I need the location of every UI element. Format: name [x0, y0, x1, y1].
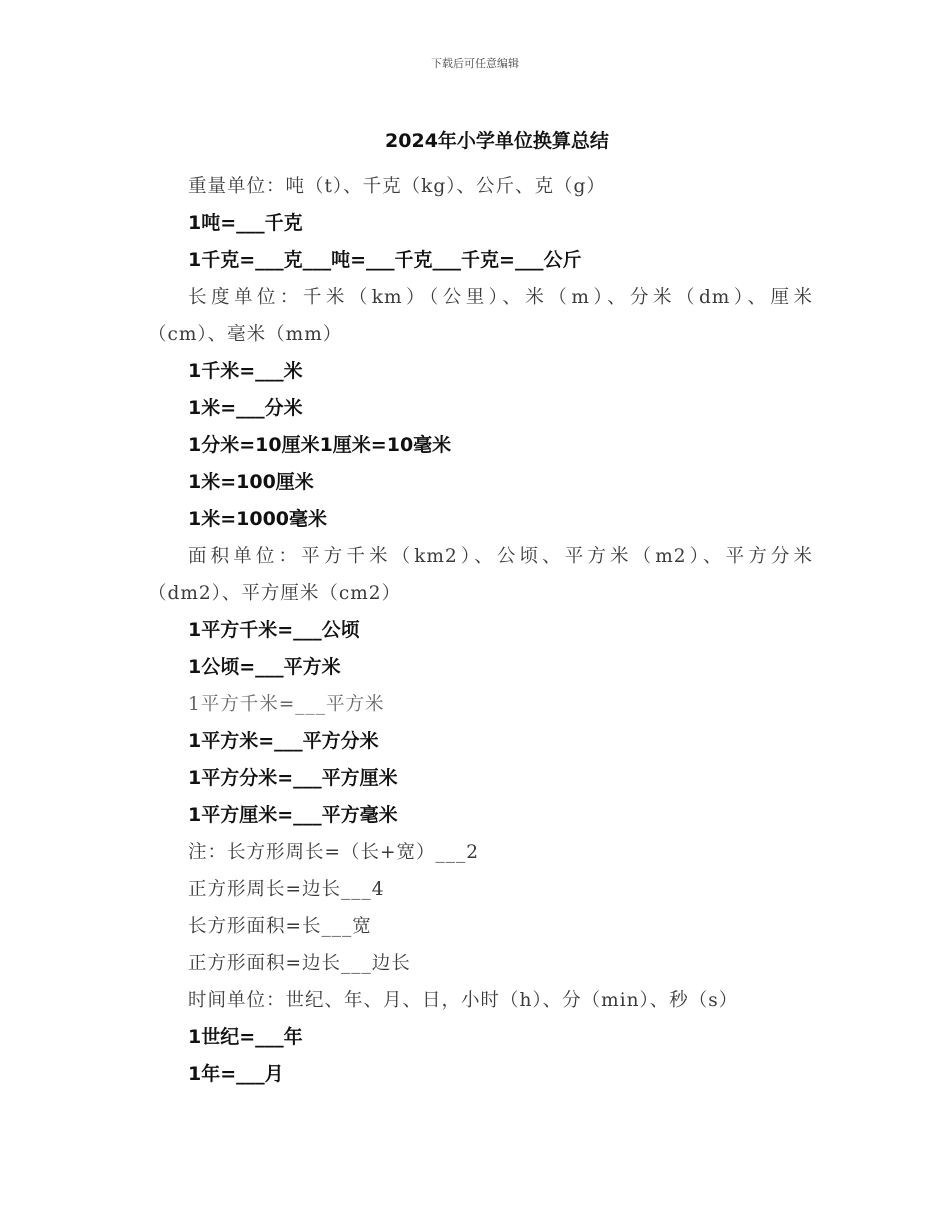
time-units-text: 时间单位：世纪、年、月、日，小时（h）、分（min）、秒（s）: [188, 990, 739, 1011]
weight-conversion-1: 1吨=___千克: [188, 212, 303, 234]
document-title: 2024年小学单位换算总结: [385, 130, 609, 152]
length-conversion-3: 1分米=10厘米1厘米=10毫米: [188, 434, 452, 456]
area-conversion-6: 1平方厘米=___平方毫米: [188, 804, 398, 826]
length-conversion-4: 1米=100厘米: [188, 471, 314, 493]
area-units-text-1: 面积单位：平方千米（km2）、公顷、平方米（m2）、平方分米: [188, 546, 813, 567]
area-units-text-2: （dm2）、平方厘米（cm2）: [148, 583, 402, 604]
note-rectangle-perimeter: 注：长方形周长=（长+宽）___2: [188, 842, 480, 863]
weight-units-text: 重量单位：吨（t）、千克（kg）、公斤、克（g）: [188, 176, 606, 197]
length-conversion-5: 1米=1000毫米: [188, 508, 328, 530]
time-conversion-2: 1年=___月: [188, 1063, 284, 1085]
length-conversion-1: 1千米=___米: [188, 360, 303, 382]
length-conversion-2: 1米=___分米: [188, 397, 303, 419]
area-conversion-4: 1平方米=___平方分米: [188, 730, 379, 752]
length-units-text-2: （cm）、毫米（mm）: [148, 324, 343, 345]
area-conversion-1: 1平方千米=___公顷: [188, 619, 360, 641]
note-square-perimeter: 正方形周长=边长___4: [188, 879, 385, 900]
area-conversion-3: 1平方千米=___平方米: [188, 694, 385, 715]
weight-conversion-2: 1千克=___克___吨=___千克___千克=___公斤: [188, 249, 582, 271]
time-conversion-1: 1世纪=___年: [188, 1026, 303, 1048]
note-square-area: 正方形面积=边长___边长: [188, 953, 411, 974]
area-conversion-2: 1公顷=___平方米: [188, 656, 341, 678]
note-rectangle-area: 长方形面积=长___宽: [188, 916, 372, 937]
page-header: 下载后可任意编辑: [431, 57, 519, 70]
length-units-text-1: 长度单位：千米（km）（公里）、米（m）、分米（dm）、厘米: [188, 287, 813, 308]
area-conversion-5: 1平方分米=___平方厘米: [188, 767, 398, 789]
document-body: [148, 168, 813, 1093]
